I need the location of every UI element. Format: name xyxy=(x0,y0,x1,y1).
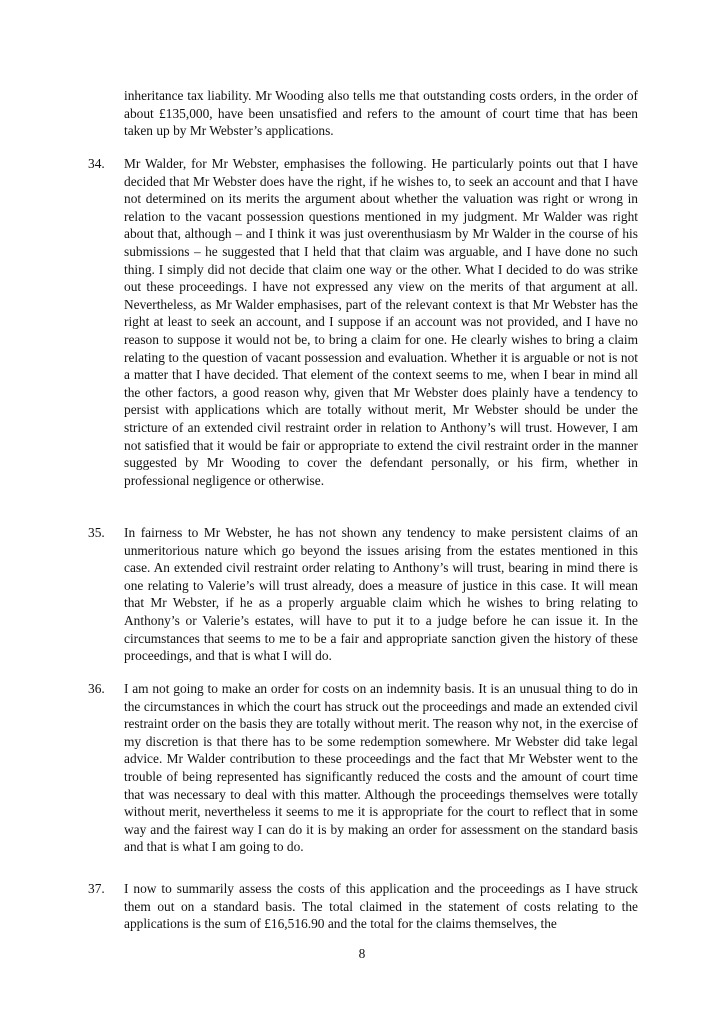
paragraph-number: 35. xyxy=(88,525,105,540)
paragraph-number: 36. xyxy=(88,681,105,696)
paragraph-text: I now to summarily assess the costs of this application and the proceedings as I have struck them out on a standard basis. The total claimed in the statement of costs relating to the applications is the sum of £16,516.90 and the total for the claims themselves, the xyxy=(124,881,638,932)
paragraph-text: I am not going to make an order for costs on an indemnity basis. It is an unusual thing to do in the circumstances in which the court has struck out the proceedings and made an extended civil restraint order on the basis they are totally without merit. The reason why not, in the exercise of my discretion is that there has to be some redemption somewhere. Mr Webster did take legal advice. Mr Walder contribution to these proceedings and the fact that Mr Webster went to the trouble of being represented has significantly reduced the costs and the amount of court time that was necessary to deal with this matter. Although the proceedings themselves were totally without merit, nevertheless it seems to me it is appropriate for the court to reflect that in some way and the fairest way I can do it is by making an order for assessment on the standard basis and that is what I am going to do. xyxy=(124,681,638,855)
page-number: 8 xyxy=(358,946,366,961)
paragraph-text: Mr Walder, for Mr Webster, emphasises the following. He particularly points out that I have decided that Mr Webster does have the right, if he wishes to, to seek an account and that I have not determined on its merits the argument about whether the valuation was right or wrong in relation to the vacant possession questions mentioned in my judgment. Mr Walder was right about that, although – and I think it was just overenthusiasm by Mr Walder in the course of his submissions – he suggested that I held that that claim was arguable, and I have done no such thing. I simply did not decide that claim one way or the other. What I decided to do was strike out these proceedings. I have not expressed any view on the merits of that argument at all. Nevertheless, as Mr Walder emphasises, part of the relevant context is that Mr Webster has the right at least to seek an account, and I suppose if an account was not provided, and I have no reason to suppose it would not be, to bring a claim for one. He clearly wishes to bring a claim relating to the question of vacant possession and evaluation. Whether it is arguable or not is not a matter that I have decided. That element of the context seems to me, when I bear in mind all the other factors, a good reason why, given that Mr Webster does plainly have a tendency to persist with applications which are totally without merit, Mr Webster should be under the stricture of an extended civil restraint order in relation to Anthony’s will trust. However, I am not satisfied that it would be fair or appropriate to extend the civil restraint order in the manner suggested by Mr Wooding to cover the defendant personally, or his firm, whether in professional negligence or otherwise. xyxy=(124,156,638,488)
paragraph-text: In fairness to Mr Webster, he has not shown any tendency to make persistent claims of an unmeritorious nature which go beyond the issues arising from the estates mentioned in this case. An extended civil restraint order relating to Anthony’s will trust, bearing in mind there is one relating to Valerie’s will trust already, does a measure of justice in this case. It will mean that Mr Webster, if he as a properly arguable claim which he wishes to bring relating to Anthony’s or Valerie’s estates, will have to put it to a judge before he can issue it. In the circumstances that seems to me to be a fair and appropriate sanction given the history of these proceedings, and that is what I will do. xyxy=(124,525,638,664)
paragraph-35 xyxy=(88,524,638,665)
paragraph-continuation xyxy=(88,87,638,140)
paragraph-36 xyxy=(88,680,638,856)
paragraph-number: 34. xyxy=(88,156,105,171)
paragraph-37 xyxy=(88,880,638,933)
paragraph-number: 37. xyxy=(88,881,105,896)
paragraph-text: inheritance tax liability. Mr Wooding also tells me that outstanding costs orders, in the order of about £135,000, have been unsatisfied and refers to the amount of court time that has been taken up by Mr Webster’s applications. xyxy=(124,88,638,139)
paragraph-34 xyxy=(88,155,638,489)
